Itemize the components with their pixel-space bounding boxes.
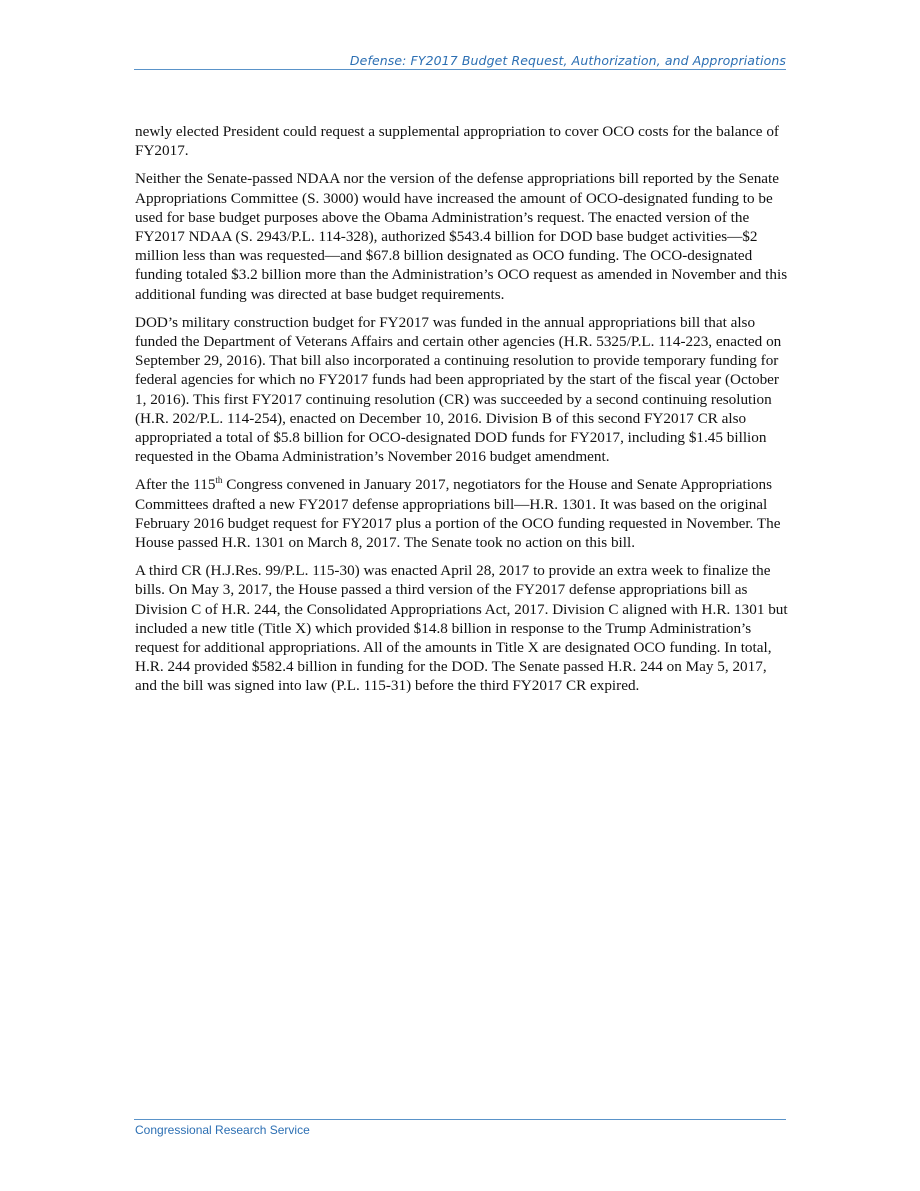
paragraph-4-start: After the 115 xyxy=(135,476,216,494)
footer-organization: Congressional Research Service xyxy=(135,1123,310,1137)
paragraph-4-rest: Congress convened in January 2017, negotiators for the House and Senate Appropriations Committees drafted a new FY2017 defense appropriations bill—H.R. 1301. It was based on the original February 2016 budget request for FY2017 plus a portion of the OCO funding requested in November. The House passed H.R. 1301 on March 8, 2017. The Senate took no action on this bill. xyxy=(135,476,781,552)
running-header: Defense: FY2017 Budget Request, Authorization, and Appropriations xyxy=(349,53,786,68)
paragraph-4 xyxy=(135,475,790,552)
ordinal-superscript: th xyxy=(215,475,223,486)
header-divider xyxy=(134,69,786,70)
paragraph-5: A third CR (H.J.Res. 99/P.L. 115-30) was enacted April 28, 2017 to provide an extra week to finalize the bills. On May 3, 2017, the House passed a third version of the FY2017 defense appropriations bill as Division C of H.R. 244, the Consolidated Appropriations Act, 2017. Division C aligned with H.R. 1301 but included a new title (Title X) which provided $14.8 billion in response to the Trump Administration’s request for additional appropriations. All of the amounts in Title X are designated OCO funding. In total, H.R. 244 provided $582.4 billion in funding for the DOD. The Senate passed H.R. 244 on May 5, 2017, and the bill was signed into law (P.L. 115-31) before the third FY2017 CR expired. xyxy=(135,562,788,695)
paragraph-3: DOD’s military construction budget for FY2017 was funded in the annual appropriations bill that also funded the Department of Veterans Affairs and certain other agencies (H.R. 5325/P.L. 114-223, enacted on September 29, 2016). That bill also incorporated a continuing resolution to provide temporary funding for federal agencies for which no FY2017 funds had been appropriated by the start of the fiscal year (October 1, 2016). This first FY2017 continuing resolution (CR) was succeeded by a second continuing resolution (H.R. 202/P.L. 114-254), enacted on December 10, 2016. Division B of this second FY2017 CR also appropriated a total of $5.8 billion for OCO-designated DOD funds for FY2017, including $1.45 billion requested in the Obama Administration’s November 2016 budget amendment. xyxy=(135,313,782,466)
document-body xyxy=(135,122,790,705)
paragraph-2: Neither the Senate-passed NDAA nor the version of the defense appropriations bill reported by the Senate Appropriations Committee (S. 3000) would have increased the amount of OCO-designated funding to be used for base budget purposes above the Obama Administration’s request. The enacted version of the FY2017 NDAA (S. 2943/P.L. 114-328), authorized $543.4 billion for DOD base budget activities—$2 million less than was requested—and $67.8 billion designated as OCO funding. The OCO-designated funding totaled $3.2 billion more than the Administration’s OCO request as amended in November and this additional funding was directed at base budget requirements. xyxy=(135,170,788,303)
footer-divider xyxy=(134,1119,786,1120)
paragraph-1: newly elected President could request a supplemental appropriation to cover OCO costs for the balance of FY2017. xyxy=(135,123,779,160)
